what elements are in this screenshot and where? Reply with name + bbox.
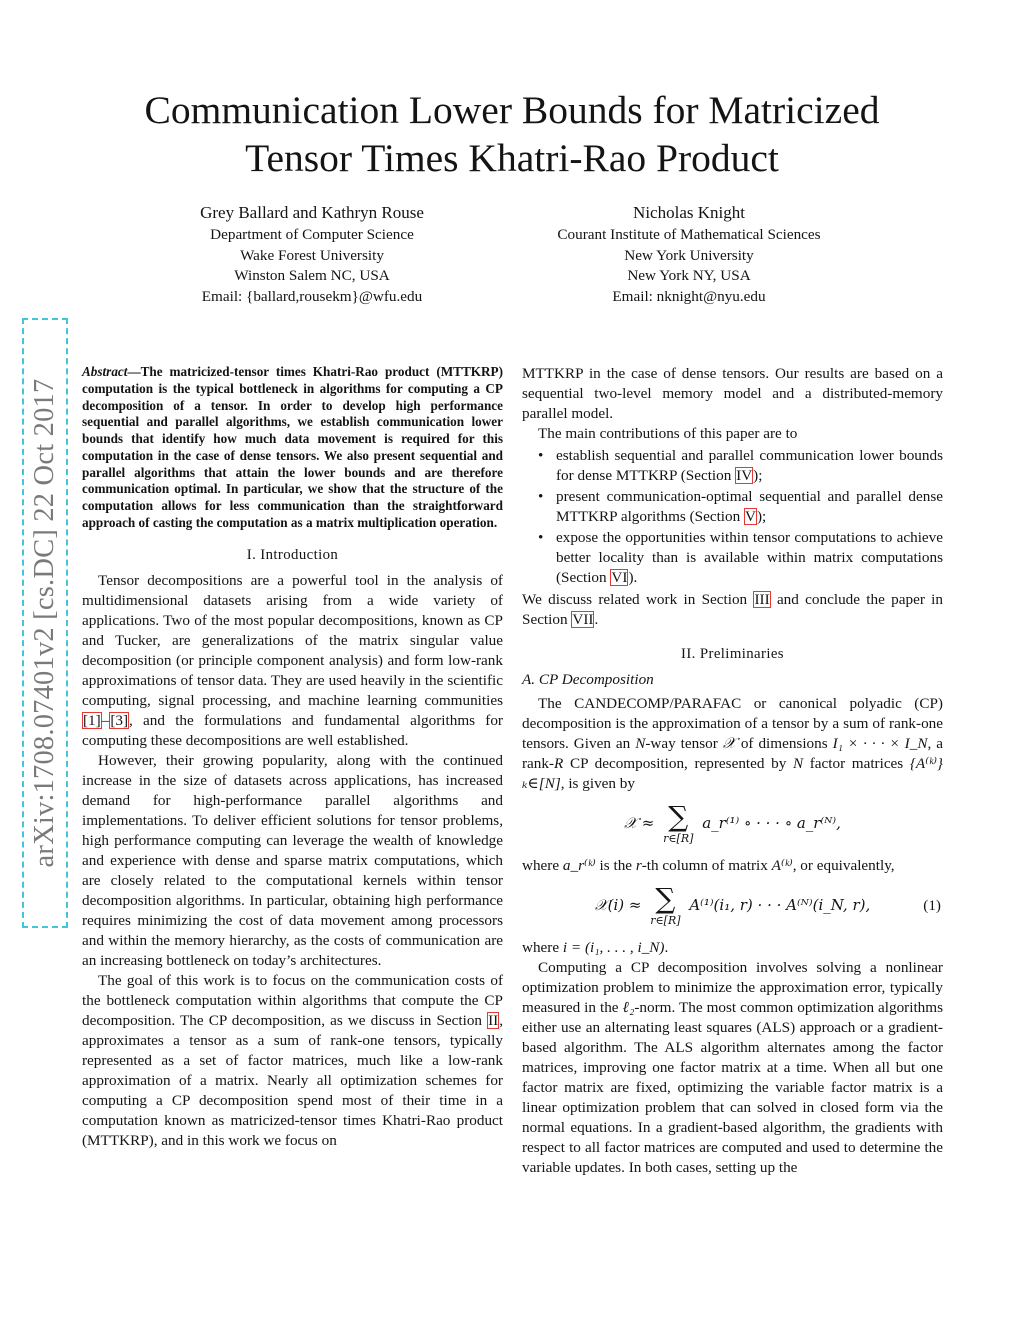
arxiv-id: arXiv:1708.07401v2 [cs.DC] 22 Oct 2017 xyxy=(29,378,60,868)
title-line-1: Communication Lower Bounds for Matricized xyxy=(144,88,880,132)
author-names: Grey Ballard and Kathryn Rouse xyxy=(200,203,424,222)
summation xyxy=(663,802,693,846)
equation-lhs: 𝒳(i) ≈ xyxy=(594,896,642,914)
equation-number: (1) xyxy=(923,897,941,914)
author-org: New York University xyxy=(624,246,754,264)
section-link[interactable]: IV xyxy=(736,467,753,484)
sum-symbol: ∑ xyxy=(668,800,689,833)
section-heading-introduction: I. Introduction xyxy=(246,546,339,563)
right-column xyxy=(522,364,943,1178)
list-item: • expose the opportunities within tensor computations to achieve better locality than is available within matrix computations (Section VI). xyxy=(538,529,943,586)
title-line-2: Tensor Times Khatri-Rao Product xyxy=(245,136,779,180)
author-dept: Courant Institute of Mathematical Sciences xyxy=(557,226,821,243)
equation-rhs: a_r⁽¹⁾ ∘ · · · ∘ a_r⁽ᴺ⁾, xyxy=(702,814,841,832)
sum-symbol: ∑ xyxy=(655,882,676,915)
intro-paragraph-5: The main contributions of this paper are to xyxy=(538,425,798,442)
section-link[interactable]: III xyxy=(754,591,770,608)
equation-rhs: A⁽¹⁾(i₁, r) · · · A⁽ᴺ⁾(i_N, r), xyxy=(689,896,871,914)
section-link[interactable]: VI xyxy=(611,569,628,586)
intro-paragraph-6: We discuss related work in Section III and conclude the paper in Section VII. xyxy=(522,591,943,628)
section-heading-preliminaries: II. Preliminaries xyxy=(681,646,784,662)
sum-index: r∈[R] xyxy=(650,914,681,927)
equation-cp-sum xyxy=(522,802,943,846)
left-column xyxy=(82,364,503,1151)
intro-paragraph-1: Tensor decompositions are a powerful tool in the analysis of multidimensional datasets arising from a wide variety of applications. Two of the most popular decompositions, known as CP and Tucker, are generalizations of the matrix singular value decomposition (or principle component analysis) and form low-rank approximations of tensor data. They are used heavily in the scientific computing, signal processing, and machine learning communities [1]–[3], and the formulations and fundamental algorithms for computing these decompositions are well established. xyxy=(82,571,503,749)
author-location: Winston Salem NC, USA xyxy=(234,267,390,285)
list-item: • present communication-optimal sequential and parallel dense MTTKRP algorithms (Section V); xyxy=(538,488,943,525)
bullet-icon: • xyxy=(538,529,544,546)
author-email: Email: {ballard,rousekm}@wfu.edu xyxy=(201,287,423,305)
arxiv-stamp xyxy=(22,318,68,928)
author-block-right xyxy=(518,202,860,307)
section-link[interactable]: VII xyxy=(572,611,594,628)
equation-lhs: 𝒳 ≈ xyxy=(624,814,655,832)
prelim-paragraph-2: where a_r⁽ᵏ⁾ is the r-th column of matrix A⁽ᵏ⁾, or equivalently, xyxy=(522,857,895,874)
citation-link[interactable]: [1] xyxy=(83,711,101,729)
bullet-icon: • xyxy=(538,488,544,505)
intro-paragraph-4: MTTKRP in the case of dense tensors. Our results are based on a sequential two-level memory model and a distributed-memory parallel model. xyxy=(522,365,943,422)
abstract-text: The matricized-tensor times Khatri-Rao product (MTTKRP) computation is the typical bottleneck in algorithms for computing a CP decomposition of a tensor. In order to develop high performance sequential and parallel algorithms, we establish communication lower bounds that identify how much data movement is required for this computation in the case of dense tensors. We also present sequential and parallel algorithms that attain the lower bounds and are therefore communication optimal. In particular, we show that the structure of the computation allows for less communication than the straightforward approach of casting the computation as a matrix multiplication operation. xyxy=(82,364,503,530)
abstract xyxy=(82,364,503,532)
prelim-paragraph-4: Computing a CP decomposition involves solving a nonlinear optimization problem to minimize the approximation error, typically measured in the ℓ₂-norm. The most common optimization algorithms either use an alternating least squares (ALS) approach or a gradient-based algorithm. The ALS algorithm alternates among the factor matrices, improving one factor matrix at a time. When all but one factor matrix are fixed, optimizing the variable factor matrix is a linear optimization problem that can solved in closed form via the normal equations. In a gradient-based algorithm, the gradients with respect to all factor matrices are computed and used to determine the variable updates. In both cases, setting up the xyxy=(522,959,943,1176)
abstract-label: Abstract xyxy=(82,364,128,379)
intro-paragraph-3: The goal of this work is to focus on the communication costs of the bottleneck computation within algorithms that compute the CP decomposition. The CP decomposition, as we discuss in Section II, approximates a tensor as a sum of rank-one tensors, typically represented as a set of factor matrices, much like a low-rank approximation of a matrix. Nearly all optimization schemes for computing a CP decomposition spend most of their time in a computation known as matricized-tensor times Khatri-Rao product (MTTKRP), and in this work we focus on xyxy=(82,971,503,1149)
summation xyxy=(650,884,680,928)
abstract-dash: — xyxy=(127,364,141,379)
intro-paragraph-2: However, their growing popularity, along with the continued increase in the size of datasets across applications, has increased demand for high-performance parallel algorithms and implementations. To deliver efficient solutions for tensor problems, high performance computing can leverage the wealth of knowledge and experience with dense and sparse matrix computations, which are closely related to the computational kernels within tensor decomposition algorithms. In particular, obtaining high performance requires minimizing the cost of data movement among processors and within the memory hierarchy, as the costs of communication are an increasing bottleneck on today’s architectures. xyxy=(82,751,503,969)
prelim-paragraph-1: The CANDECOMP/PARAFAC or canonical polyadic (CP) decomposition is the approximation of a tensor by a sum of rank-one tensors. Given an N-way tensor 𝒳 of dimensions I₁ × · · · × I_N, a rank-R CP decomposition, represented by N factor matrices {A⁽ᵏ⁾}ₖ∈[N], is given by xyxy=(522,695,943,792)
bullet-icon: • xyxy=(538,447,544,464)
author-email: Email: nknight@nyu.edu xyxy=(612,287,766,305)
citation-link[interactable]: [3] xyxy=(110,711,129,729)
section-link[interactable]: II xyxy=(488,1011,499,1029)
author-names: Nicholas Knight xyxy=(633,203,745,222)
author-org: Wake Forest University xyxy=(240,246,384,264)
list-item: • establish sequential and parallel communication lower bounds for dense MTTKRP (Section IV); xyxy=(538,447,943,484)
subsection-heading-cp: A. CP Decomposition xyxy=(522,671,654,688)
equation-1 xyxy=(522,884,943,928)
prelim-paragraph-3: where i = (i₁, . . . , i_N). xyxy=(522,939,669,956)
author-location: New York NY, USA xyxy=(627,267,751,285)
paper-title xyxy=(90,86,934,182)
author-block-left xyxy=(150,202,474,307)
author-dept: Department of Computer Science xyxy=(210,226,414,243)
section-link[interactable]: V xyxy=(745,508,756,525)
contributions-list xyxy=(522,446,943,588)
sum-index: r∈[R] xyxy=(663,832,694,845)
